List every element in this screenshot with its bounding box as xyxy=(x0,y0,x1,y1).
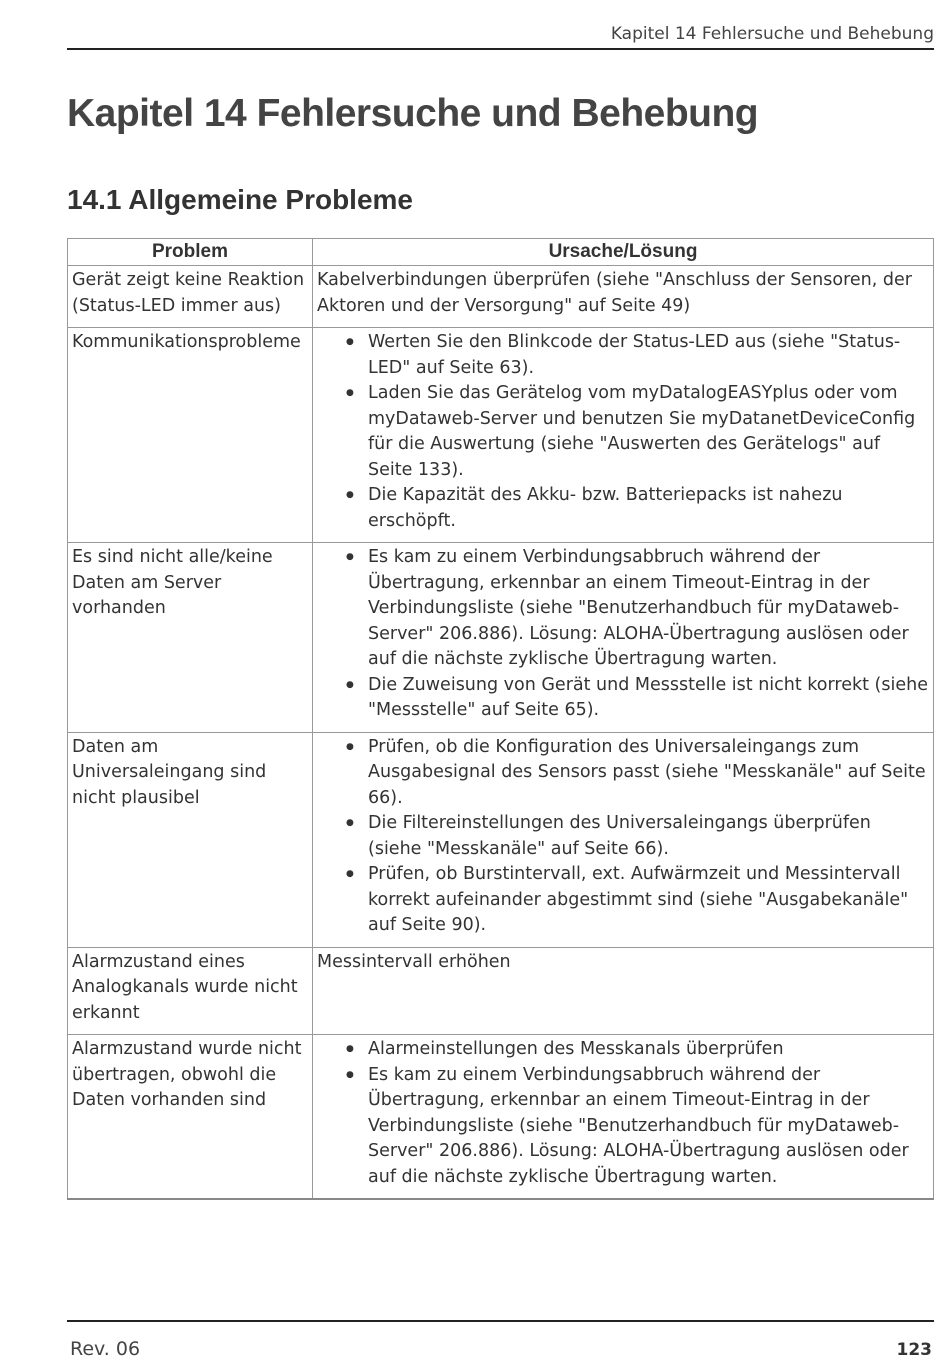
solution-list xyxy=(317,545,929,724)
problem-cell: Es sind nicht alle/keine Daten am Server vorhanden xyxy=(68,543,313,733)
solution-item: ● Prüfen, ob die Konfiguration des Universaleingangs zum Ausgabesignal des Sensors passt (siehe "Messkanäle" auf Seite 66). xyxy=(368,735,929,812)
solution-cell xyxy=(313,543,934,733)
solution-cell xyxy=(313,1035,934,1200)
section-title: 14.1 Allgemeine Probleme xyxy=(67,184,413,215)
chapter-title: Kapitel 14 Fehlersuche und Behebung xyxy=(67,92,759,135)
table-row xyxy=(68,947,934,1035)
solution-item: ● Es kam zu einem Verbindungsabbruch während der Übertragung, erkennbar an einem Timeout-Eintrag in der Verbindungsliste (siehe "Benutzerhandbuch für myDataweb-Server" 206.886). Lösung: ALOHA-Übertragung auslösen oder auf die nächste zyklische Übertragung warten. xyxy=(368,1063,929,1191)
solution-list xyxy=(317,1037,929,1190)
table-row xyxy=(68,328,934,543)
problem-cell: Alarmzustand eines Analogkanals wurde nicht erkannt xyxy=(68,947,313,1035)
solution-cell xyxy=(313,732,934,947)
solution-item: ● Laden Sie das Gerätelog vom myDatalogEASYplus oder vom myDataweb-Server und benutzen Sie myDatanetDeviceConfig für die Auswertung (siehe "Auswerten des Gerätelogs" auf Seite 133). xyxy=(368,381,929,483)
solution-cell: Kabelverbindungen überprüfen (siehe "Anschluss der Sensoren, der Aktoren und der Versorgung" auf Seite 49) xyxy=(313,266,934,328)
problem-cell: Daten am Universaleingang sind nicht plausibel xyxy=(68,732,313,947)
solution-list xyxy=(317,735,929,939)
column-header-problem: Problem xyxy=(68,239,313,266)
solution-item: ● Alarmeinstellungen des Messkanals überprüfen xyxy=(368,1037,929,1063)
problem-cell: Kommunikationsprobleme xyxy=(68,328,313,543)
running-header: Kapitel 14 Fehlersuche und Behebung xyxy=(67,24,934,50)
table-row xyxy=(68,543,934,733)
solution-item: ● Prüfen, ob Burstintervall, ext. Aufwärmzeit und Messintervall korrekt aufeinander abgestimmt sind (siehe "Ausgabekanäle" auf Seite 90). xyxy=(368,862,929,939)
table-header-row xyxy=(68,239,934,266)
solution-item: ● Es kam zu einem Verbindungsabbruch während der Übertragung, erkennbar an einem Timeout-Eintrag in der Verbindungsliste (siehe "Benutzerhandbuch für myDataweb-Server" 206.886). Lösung: ALOHA-Übertragung auslösen oder auf die nächste zyklische Übertragung warten. xyxy=(368,545,929,673)
table-row xyxy=(68,266,934,328)
solution-item: ● Die Zuweisung von Gerät und Messstelle ist nicht korrekt (siehe "Messstelle" auf Seite 65). xyxy=(368,673,929,724)
problem-cell: Alarmzustand wurde nicht übertragen, obwohl die Daten vorhanden sind xyxy=(68,1035,313,1200)
table-row xyxy=(68,1035,934,1200)
page-number: 123 xyxy=(896,1340,932,1360)
solution-item: ● Werten Sie den Blinkcode der Status-LED aus (siehe "Status-LED" auf Seite 63). xyxy=(368,330,929,381)
solution-item: ● Die Kapazität des Akku- bzw. Batteriepacks ist nahezu erschöpft. xyxy=(368,483,929,534)
column-header-solution: Ursache/Lösung xyxy=(313,239,934,266)
table-row xyxy=(68,732,934,947)
solution-item: ● Die Filtereinstellungen des Universaleingangs überprüfen (siehe "Messkanäle" auf Seite 66). xyxy=(368,811,929,862)
footer-divider xyxy=(67,1320,934,1322)
solution-cell xyxy=(313,328,934,543)
solution-list xyxy=(317,330,929,534)
problem-cell: Gerät zeigt keine Reaktion (Status-LED immer aus) xyxy=(68,266,313,328)
footer-revision: Rev. 06 xyxy=(70,1338,141,1360)
solution-cell: Messintervall erhöhen xyxy=(313,947,934,1035)
problems-table xyxy=(67,238,934,1200)
